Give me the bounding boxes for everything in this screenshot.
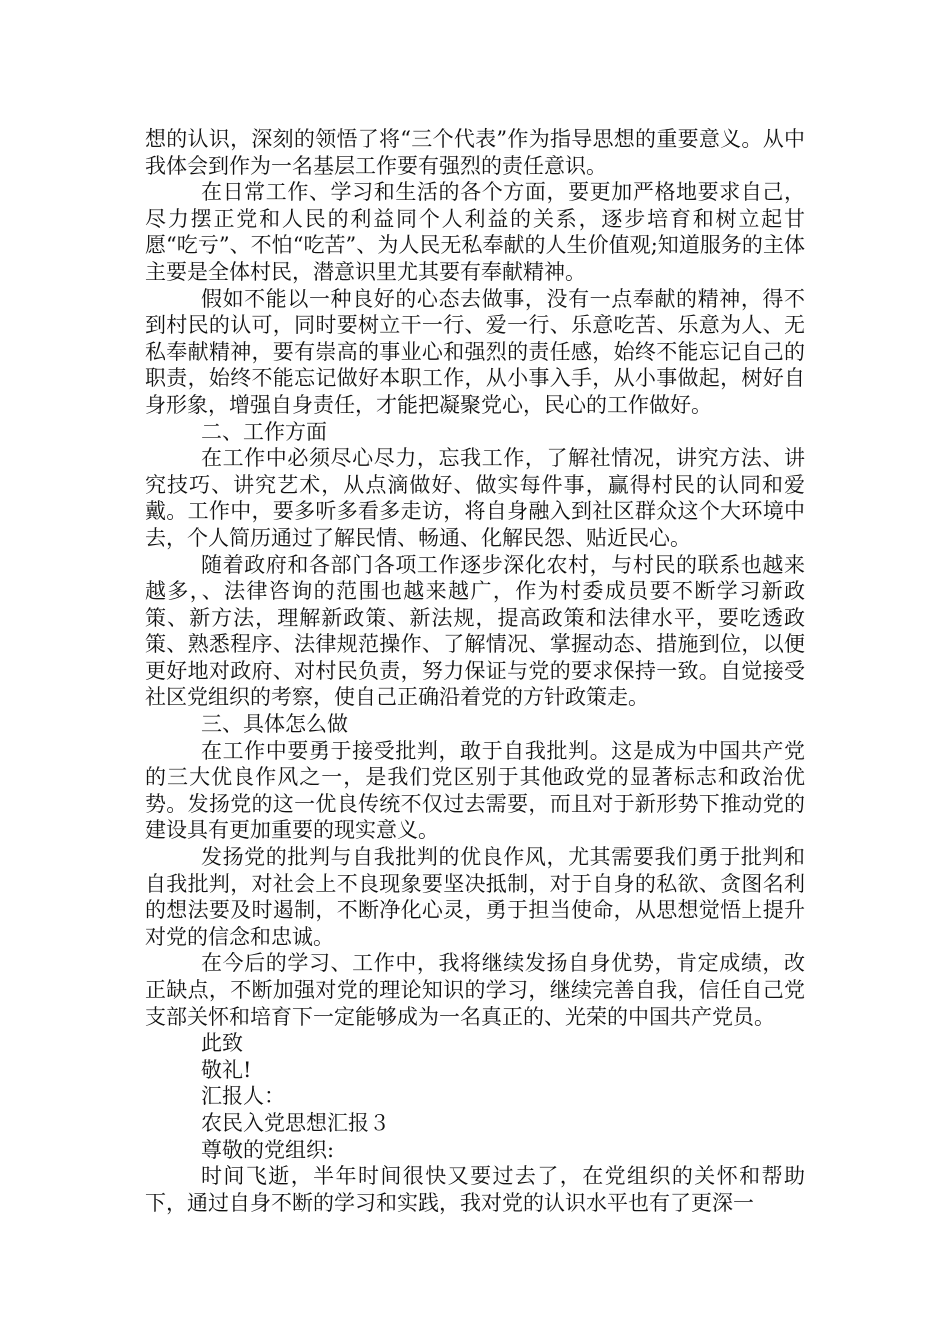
- reporter-label: 汇报人：: [201, 1084, 285, 1109]
- report-title: 农民入党思想汇报３: [201, 1110, 390, 1135]
- paragraph: 在今后的学习、工作中，我将继续发扬自身优势，肯定成绩，改正缺点，不断加强对党的理论知识的学习，继续完善自我，信任自己党支部关怀和培育下一定能够成为一名真正的、光荣的中国共产党员。: [145, 951, 805, 1029]
- paragraph: 随着政府和各部门各项工作逐步深化农村，与村民的联系也越来越多，、法律咨询的范围也越来越广，作为村委成员要不断学习新政策、新方法，理解新政策、新法规，提高政策和法律水平，要吃透政策、熟悉程序、法律规范操作、了解情况、掌握动态、措施到位，以便更好地对政府、对村民负责，努力保证与党的要求保持一致。自觉接受社区党组织的考察，使自己正确沿着党的方针政策走。: [145, 552, 805, 710]
- section-heading: 三、具体怎么做: [201, 712, 348, 737]
- document-body: [145, 126, 805, 1216]
- paragraph: 想的认识，深刻的领悟了将“三个代表”作为指导思想的重要意义。从中我体会到作为一名基层工作要有强烈的责任意识。: [145, 127, 805, 178]
- section-heading: 二、工作方面: [201, 419, 327, 444]
- paragraph: 假如不能以一种良好的心态去做事，没有一点奉献的精神，得不到村民的认可，同时要树立干一行、爱一行、乐意吃苦、乐意为人、无私奉献精神，要有崇高的事业心和强烈的责任感，始终不能忘记自己的职责，始终不能忘记做好本职工作，从小事入手，从小事做起，树好自身形象，增强自身责任，才能把凝聚党心，民心的工作做好。: [145, 286, 805, 417]
- paragraph: 发扬党的批判与自我批判的优良作风，尤其需要我们勇于批判和自我批判，对社会上不良现象要坚决抵制，对于自身的私欲、贪图名利的想法要及时遏制，不断净化心灵，勇于担当使命，从思想觉悟上提升对党的信念和忠诚。: [145, 845, 805, 949]
- paragraph: 在日常工作、学习和生活的各个方面，要更加严格地要求自己，尽力摆正党和人民的利益同个人利益的关系，逐步培育和树立起甘愿“吃亏”、不怕“吃苦”、为人民无私奉献的人生价值观;知道服务的主体主要是全体村民，潜意识里尤其要有奉献精神。: [145, 180, 805, 284]
- greeting: 尊敬的党组织:: [201, 1137, 335, 1162]
- closing-salutation: 此致: [201, 1031, 243, 1056]
- paragraph: 时间飞逝，半年时间很快又要过去了，在党组织的关怀和帮助下，通过自身不断的学习和实践，我对党的认识水平也有了更深一: [145, 1164, 805, 1215]
- paragraph: 在工作中必须尽心尽力，忘我工作，了解社情况，讲究方法、讲究技巧、讲究艺术，从点滴做好、做实每件事，赢得村民的认同和爱戴。工作中，要多听多看多走访，将自身融入到社区群众这个大环境中去，个人简历通过了解民情、畅通、化解民怨、贴近民心。: [145, 446, 805, 550]
- paragraph: 在工作中要勇于接受批判，敢于自我批判。这是成为中国共产党的三大优良作风之一，是我们党区别于其他政党的显著标志和政治优势。发扬党的这一优良传统不仅过去需要，而且对于新形势下推动党的建设具有更加重要的现实意义。: [145, 738, 805, 843]
- closing-regards: 敬礼!: [201, 1057, 252, 1082]
